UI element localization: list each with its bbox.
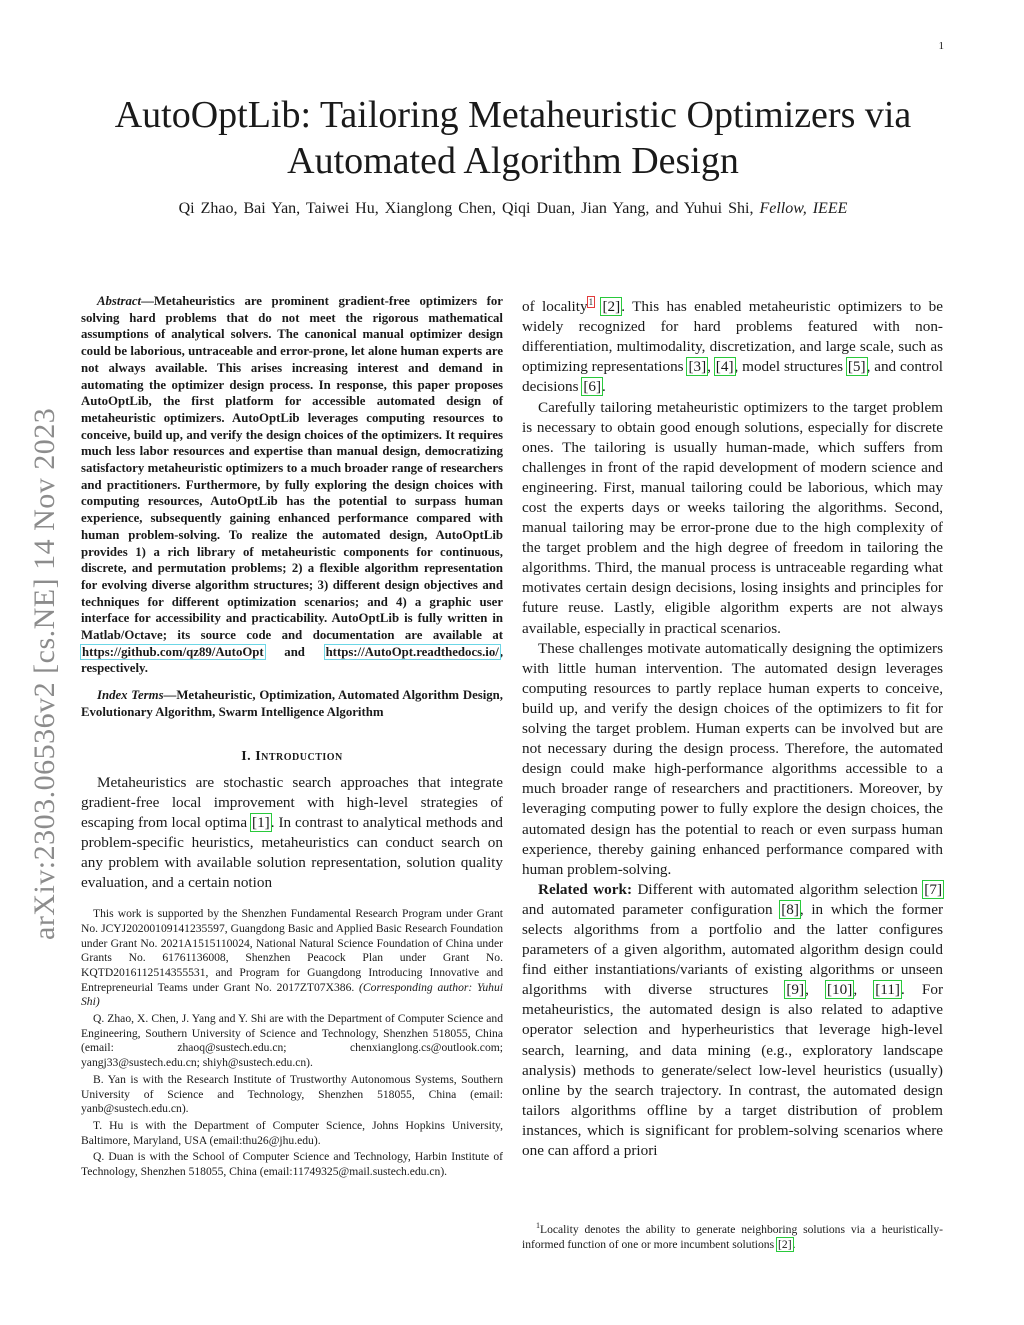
title-line-1: AutoOptLib: Tailoring Metaheuristic Optimizers via <box>114 94 912 136</box>
title-line-2: Automated Algorithm Design <box>287 140 739 182</box>
footnote-text: Locality denotes the ability to generate neighboring solutions via a heuristically-informed function of one or more incumbent solutions <box>522 1222 943 1251</box>
section-title: Introduction <box>255 748 343 764</box>
funding-text: This work is supported by the Shenzhen Fundamental Research Program under Grant No. JCYJ20200109141235597, Guangdong Basic and Applied Basic Research Foundation under Grant No. 2021A1515110024, National Natural Science Foundation of China under Grants No. 61761136008, Shenzhen Peacock Plan under Grant No. KQTD2016112514355531, and Program for Guangdong Introducing Innovative and Entrepreneurial Teams under Grant No. 2017ZT07X386. <box>81 907 503 994</box>
citation-link[interactable]: [10] <box>827 981 853 999</box>
citation-link[interactable]: [8] <box>781 900 799 918</box>
abstract-label: Abstract <box>97 294 142 308</box>
section-heading <box>81 749 503 765</box>
author-title: Fellow, IEEE <box>759 200 848 217</box>
affiliation-footnote-2: B. Yan is with the Research Institute of Trustworthy Autonomous Systems, Southern University of Science and Technology, Shenzhen 518055, China (email: yanb@sustech.edu.cn). <box>81 1072 503 1116</box>
right-paragraph-1: of locality$^1$ [2]. This has enabled metaheuristic optimizers to be widely recognized for hard problems featured with non-differentiation, multimodality, discretization, and large scale, such as optimizing representations [3], [4], model structures [5], and control decisions [6]. <box>522 297 944 396</box>
footnote-marker[interactable]: 1 <box>588 297 594 307</box>
right-column <box>522 292 943 1161</box>
footnote-end: . <box>792 1237 796 1251</box>
index-terms <box>81 687 503 720</box>
citation-link[interactable]: [7] <box>924 880 943 898</box>
index-terms-text: —Metaheuristic, Optimization, Automated Algorithm Design, Evolutionary Algorithm, Swarm Intelligence Algorithm <box>81 688 503 719</box>
section-number: I. <box>241 748 252 764</box>
page-number: 1 <box>938 40 944 52</box>
related-work-paragraph: Related work: Different with automated algorithm selection [7] and automated parameter configuration [8], in which the former selects algorithms from a portfolio and the latter configures parameters of a given algorithm, automated algorithm design could find either instantiations/variants of existing algorithms or unseen algorithms with diverse structures [9], [10], [11]. For metaheuristics, the automated design is also related to adaptive operator selection and hyperheuristics that leverage high-level search, learning, and data mining (e.g., exploratory landscape analysis) methods to generate/select low-level heuristics (usually) online by the search trajectory. In contrast, the automated design tailors algorithms offline by a target distribution of problem instances, which is significant for problem-solving scenarios where one can afford a priori <box>522 880 943 1159</box>
citation-link[interactable]: [2] <box>778 1237 792 1251</box>
text: and automated parameter configuration <box>522 900 773 918</box>
right-paragraph-2: Carefully tailoring metaheuristic optimizers to the target problem is necessary to obtain good enough solutions, especially for discrete ones. The tailoring is usually human-made, which suffers from challenges in front of the rapid development of modern science and engineering. First, manual tailoring could be laborious, which may cost the experts days or weeks tailoring the algorithms. Second, manual tailoring may be error-prone due to the high complexity of the target problem and the high degree of freedom in tailoring the algorithms. Third, the manual process is untraceable regarding what motivates certain design decisions, losing insights and principles for future reuse. Lastly, eligible algorithm experts are not always available, especially in practical scenarios. <box>522 398 943 637</box>
corresponding-author: (Corresponding author: Yuhui Shi) <box>81 980 503 1009</box>
affiliation-footnote-1: Q. Zhao, X. Chen, J. Yang and Y. Shi are with the Department of Computer Science and Engineering, Southern University of Science and Technology, Shenzhen 518055, China (email: zhaoq@sustech.edu.cn; chenxianglong.cs@outlook.com; yangj33@sustech.edu.cn; shiyh@sustech.edu.cn). <box>81 1012 503 1070</box>
docs-link[interactable]: https://AutoOpt.readthedocs.io/ <box>325 644 499 659</box>
left-column <box>81 293 503 1180</box>
text: , and control decisions <box>522 358 944 396</box>
text: , model structures <box>734 358 844 376</box>
citation-link[interactable]: [3] <box>688 358 707 376</box>
citation-link[interactable]: [5] <box>847 358 866 376</box>
arxiv-identifier[interactable]: arXiv:2303.06536v2 [cs.NE] 14 Nov 2023 <box>28 407 61 940</box>
locality-footnote <box>522 1219 943 1252</box>
citation-link[interactable]: [1] <box>252 813 270 831</box>
abstract <box>81 293 503 677</box>
text: Different with automated algorithm selection <box>637 880 918 898</box>
footnote-number: 1 <box>536 1221 540 1230</box>
github-link[interactable]: https://github.com/qz89/AutoOpt <box>82 644 264 659</box>
abstract-text: —Metaheuristics are prominent gradient-free optimizers for solving hard problems that do not meet the rigorous mathematical assumptions of analytical solvers. The canonical manual optimizer design could be laborious, untraceable and error-prone, let alone human experts are not always available. This arises increasing interest and demand in automating the optimizer design process. In response, this paper proposes AutoOptLib, the first platform for accessible automated design of metaheuristic optimizers. AutoOptLib leverages computing resources to conceive, build up, and verify the design choices of the optimizers. It requires much less labor resources and expertise than manual design, democratizing satisfactory metaheuristic optimizers to a much broader range of researchers and practitioners. Furthermore, by fully exploring the design choices with computing resources, AutoOptLib has the potential to surpass human experience, subsequently gaining enhanced performance compared with human problem-solving. To realize the automated design, AutoOptLib provides 1) a rich library of metaheuristic components for continuous, discrete, and permutation problems; 2) a flexible algorithm representation for evolving diverse algorithm structures; 3) different design objectives and techniques for different optimization scenarios; and 4) a graphic user interface for accessibility and practicability. AutoOptLib is fully written in Matlab/Octave; its source code and documentation are available at <box>81 294 503 643</box>
abstract-and: and <box>284 644 305 659</box>
citation-link[interactable]: [11] <box>875 981 900 999</box>
index-terms-label: Index Terms <box>97 688 164 703</box>
text: . This has enabled metaheuristic optimizers to be widely recognized for hard problems featured with non-differentiation, multimodality, discretization, and large scale, such as optimizing representations <box>522 298 943 376</box>
related-work-label: Related work: <box>538 880 633 898</box>
citation-link[interactable]: [6] <box>583 378 602 396</box>
author-list <box>80 200 946 218</box>
citation-link[interactable]: [2] <box>602 298 621 316</box>
text: , in which the former selects algorithms from a portfolio and the latter configures parameters of a given algorithm, automated algorithm design could find either instantiations/variants of existing algorithms or unseen algorithms with diverse structures <box>522 900 943 999</box>
intro-text: Metaheuristics are stochastic search approaches that integrate gradient-free local improvement with high-level strategies of escaping from local optima <box>81 773 503 831</box>
abstract-end: , respectively. <box>81 644 504 676</box>
author-names: Qi Zhao, Bai Yan, Taiwei Hu, Xianglong Chen, Qiqi Duan, Jian Yang, and Yuhui Shi, <box>178 200 754 217</box>
affiliation-footnote-4: Q. Duan is with the School of Computer Science and Technology, Harbin Institute of Technology, Shenzhen 518055, China (email:11749325@mail.sustech.edu.cn). <box>81 1150 503 1179</box>
affiliation-footnote-3: T. Hu is with the Department of Computer Science, Johns Hopkins University, Baltimore, Maryland, USA (email:thu26@jhu.edu). <box>81 1118 503 1147</box>
funding-footnote <box>81 907 503 1010</box>
citation-link[interactable]: [4] <box>715 358 734 376</box>
intro-text-cont: . In contrast to analytical methods and problem-specific heuristics, metaheuristics can conduct search on any problem with available solution representation, solution quality evaluation, and a certain notion <box>81 813 504 892</box>
citation-link[interactable]: [9] <box>786 981 805 999</box>
text: . For metaheuristics, the automated design is also related to adaptive operator selection and hyperheuristics that leverage high-level search, learning, and data mining (e.g., exploratory landscape analysis) methods to generate/select low-level heuristics (usually) online by the search trajectory. In contrast, the automated design tailors algorithms offline by a target distribution of problem instances, which is significant for problem-solving scenarios where one can afford a priori <box>522 981 943 1159</box>
text: of locality <box>522 298 588 316</box>
intro-paragraph-1 <box>81 773 503 894</box>
right-paragraph-3: These challenges motivate automatically designing the optimizers with little human intervention. The automated design leverages computing resources to partly replace human experts to conceive, build up, and verify the design choices of the optimizers to fit for solving the target problem. Human experts can be involved but are not necessary during the design process. Therefore, the automated design could make high-performance algorithms accessible to a much broader range of researchers and practitioners. Moreover, by leveraging computing power to fully explore the design choices, the automated design has the potential to reach or even surpass human experience, thereby gaining enhanced performance compared with human problem-solving. <box>522 639 943 878</box>
paper-title <box>80 92 946 184</box>
